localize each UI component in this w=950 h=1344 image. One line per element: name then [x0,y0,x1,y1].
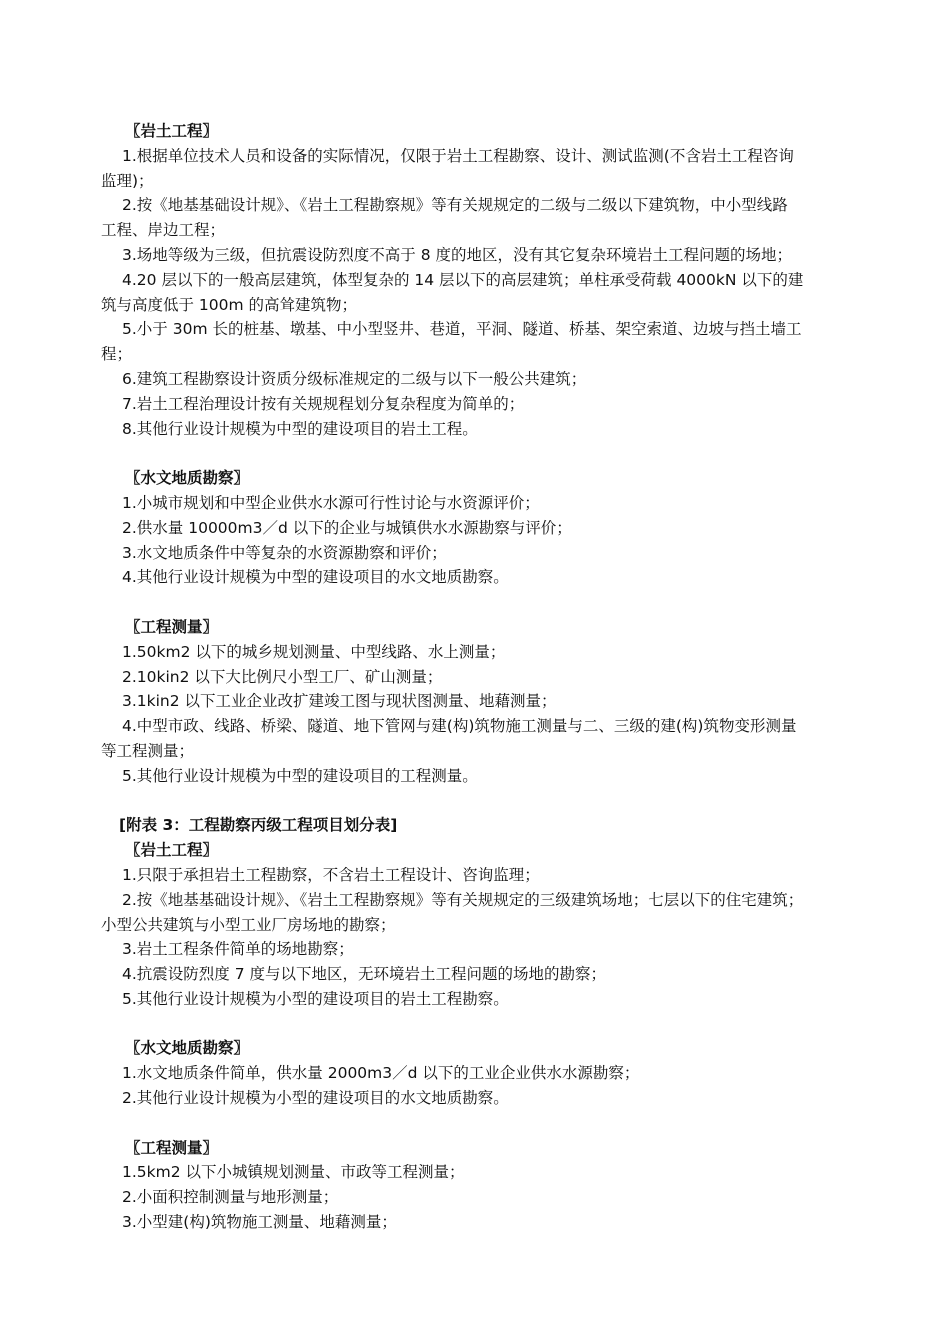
paragraph-line: 筑与高度低于 100m 的高耸建筑物； [101,295,358,314]
document-body [101,119,871,1235]
paragraph-line: 小型公共建筑与小型工业厂房场地的勘察； [101,915,396,934]
section-heading-hydrogeology: 〖水文地质勘察〗 [125,469,250,488]
paragraph-line: 程； [101,345,133,364]
section-heading-surveying-c: 〖工程测量〗 [125,1138,219,1157]
paragraph-line: 4.中型市政、线路、桥梁、隧道、地下管网与建(构)筑物施工测量与二、三级的建(构)筑物变形测量 [122,717,797,736]
paragraph-line: 2.10kin2 以下大比例尺小型工厂、矿山测量； [122,667,443,686]
paragraph-line: 5.小于 30m 长的桩基、墩基、中小型竖井、巷道，平洞、隧道、桥基、架空索道、边坡与挡土墙工 [122,320,802,339]
paragraph-line: 4.20 层以下的一般高层建筑，体型复杂的 14 层以下的高层建筑；单柱承受荷载 4000kN 以下的建 [122,270,804,289]
paragraph-line: 5.其他行业设计规模为小型的建设项目的岩土工程勘察。 [122,989,509,1008]
paragraph-line: 3.1kin2 以下工业企业改扩建竣工图与现状图测量、地藉测量； [122,692,557,711]
paragraph-line: 6.建筑工程勘察设计资质分级标准规定的二级与以下一般公共建筑； [122,369,587,388]
section-heading-geotechnical: 〖岩土工程〗 [125,122,219,140]
section-heading-surveying: 〖工程测量〗 [125,617,219,636]
section-spacer [101,789,871,814]
paragraph-line: 5.其他行业设计规模为中型的建设项目的工程测量。 [122,766,478,785]
paragraph-line: 监理)； [101,171,154,190]
paragraph-line: 1.小城市规划和中型企业供水水源可行性讨论与水资源评价； [122,493,540,512]
paragraph-line: 1.50km2 以下的城乡规划测量、中型线路、水上测量； [122,642,506,661]
paragraph-line: 4.抗震设防烈度 7 度与以下地区，无环境岩土工程问题的场地的勘察； [122,965,607,984]
appendix-title: [附表 3：工程勘察丙级工程项目划分表] [119,816,398,835]
paragraph-line: 3.场地等级为三级，但抗震设防烈度不高于 8 度的地区，没有其它复杂环境岩土工程问题的场地； [122,245,793,264]
section-heading-hydrogeology-c: 〖水文地质勘察〗 [125,1039,250,1058]
paragraph-line: 8.其他行业设计规模为中型的建设项目的岩土工程。 [122,419,478,438]
paragraph-line: 1.5km2 以下小城镇规划测量、市政等工程测量； [122,1163,465,1182]
paragraph-line: 2.其他行业设计规模为小型的建设项目的水文地质勘察。 [122,1089,509,1108]
section-spacer [101,441,871,466]
section-spacer [101,1111,871,1136]
paragraph-line: 4.其他行业设计规模为中型的建设项目的水文地质勘察。 [122,568,509,587]
paragraph-line: 2.小面积控制测量与地形测量； [122,1188,339,1207]
paragraph-line: 3.小型建(构)筑物施工测量、地藉测量； [122,1213,397,1232]
paragraph-line: 2.供水量 10000m3／d 以下的企业与城镇供水水源勘察与评价； [122,518,572,537]
section-heading-geotechnical-c: 〖岩土工程〗 [125,841,219,860]
paragraph-line: 3.岩土工程条件简单的场地勘察； [122,940,354,959]
paragraph-line: 1.水文地质条件简单，供水量 2000m3／d 以下的工业企业供水水源勘察； [122,1064,640,1083]
paragraph-line: 1.根据单位技术人员和设备的实际情况，仅限于岩土工程勘察、设计、测试监测(不含岩土工程咨询 [122,146,794,165]
paragraph-line: 等工程测量； [101,741,195,760]
section-spacer [101,1012,871,1037]
paragraph-line: 1.只限于承担岩土工程勘察，不含岩土工程设计、咨询监理； [122,865,540,884]
section-spacer [101,590,871,615]
paragraph-line: 工程、岸边工程； [101,221,226,240]
paragraph-line: 3.水文地质条件中等复杂的水资源勘察和评价； [122,543,447,562]
paragraph-line: 2.按《地基基础设计规》、《岩土工程勘察规》等有关规规定的二级与二级以下建筑物，中小型线路 [122,196,788,215]
paragraph-line: 2.按《地基基础设计规》、《岩土工程勘察规》等有关规规定的三级建筑场地；七层以下的住宅建筑； [122,890,804,909]
paragraph-line: 7.岩土工程治理设计按有关规规程划分复杂程度为简单的； [122,394,525,413]
